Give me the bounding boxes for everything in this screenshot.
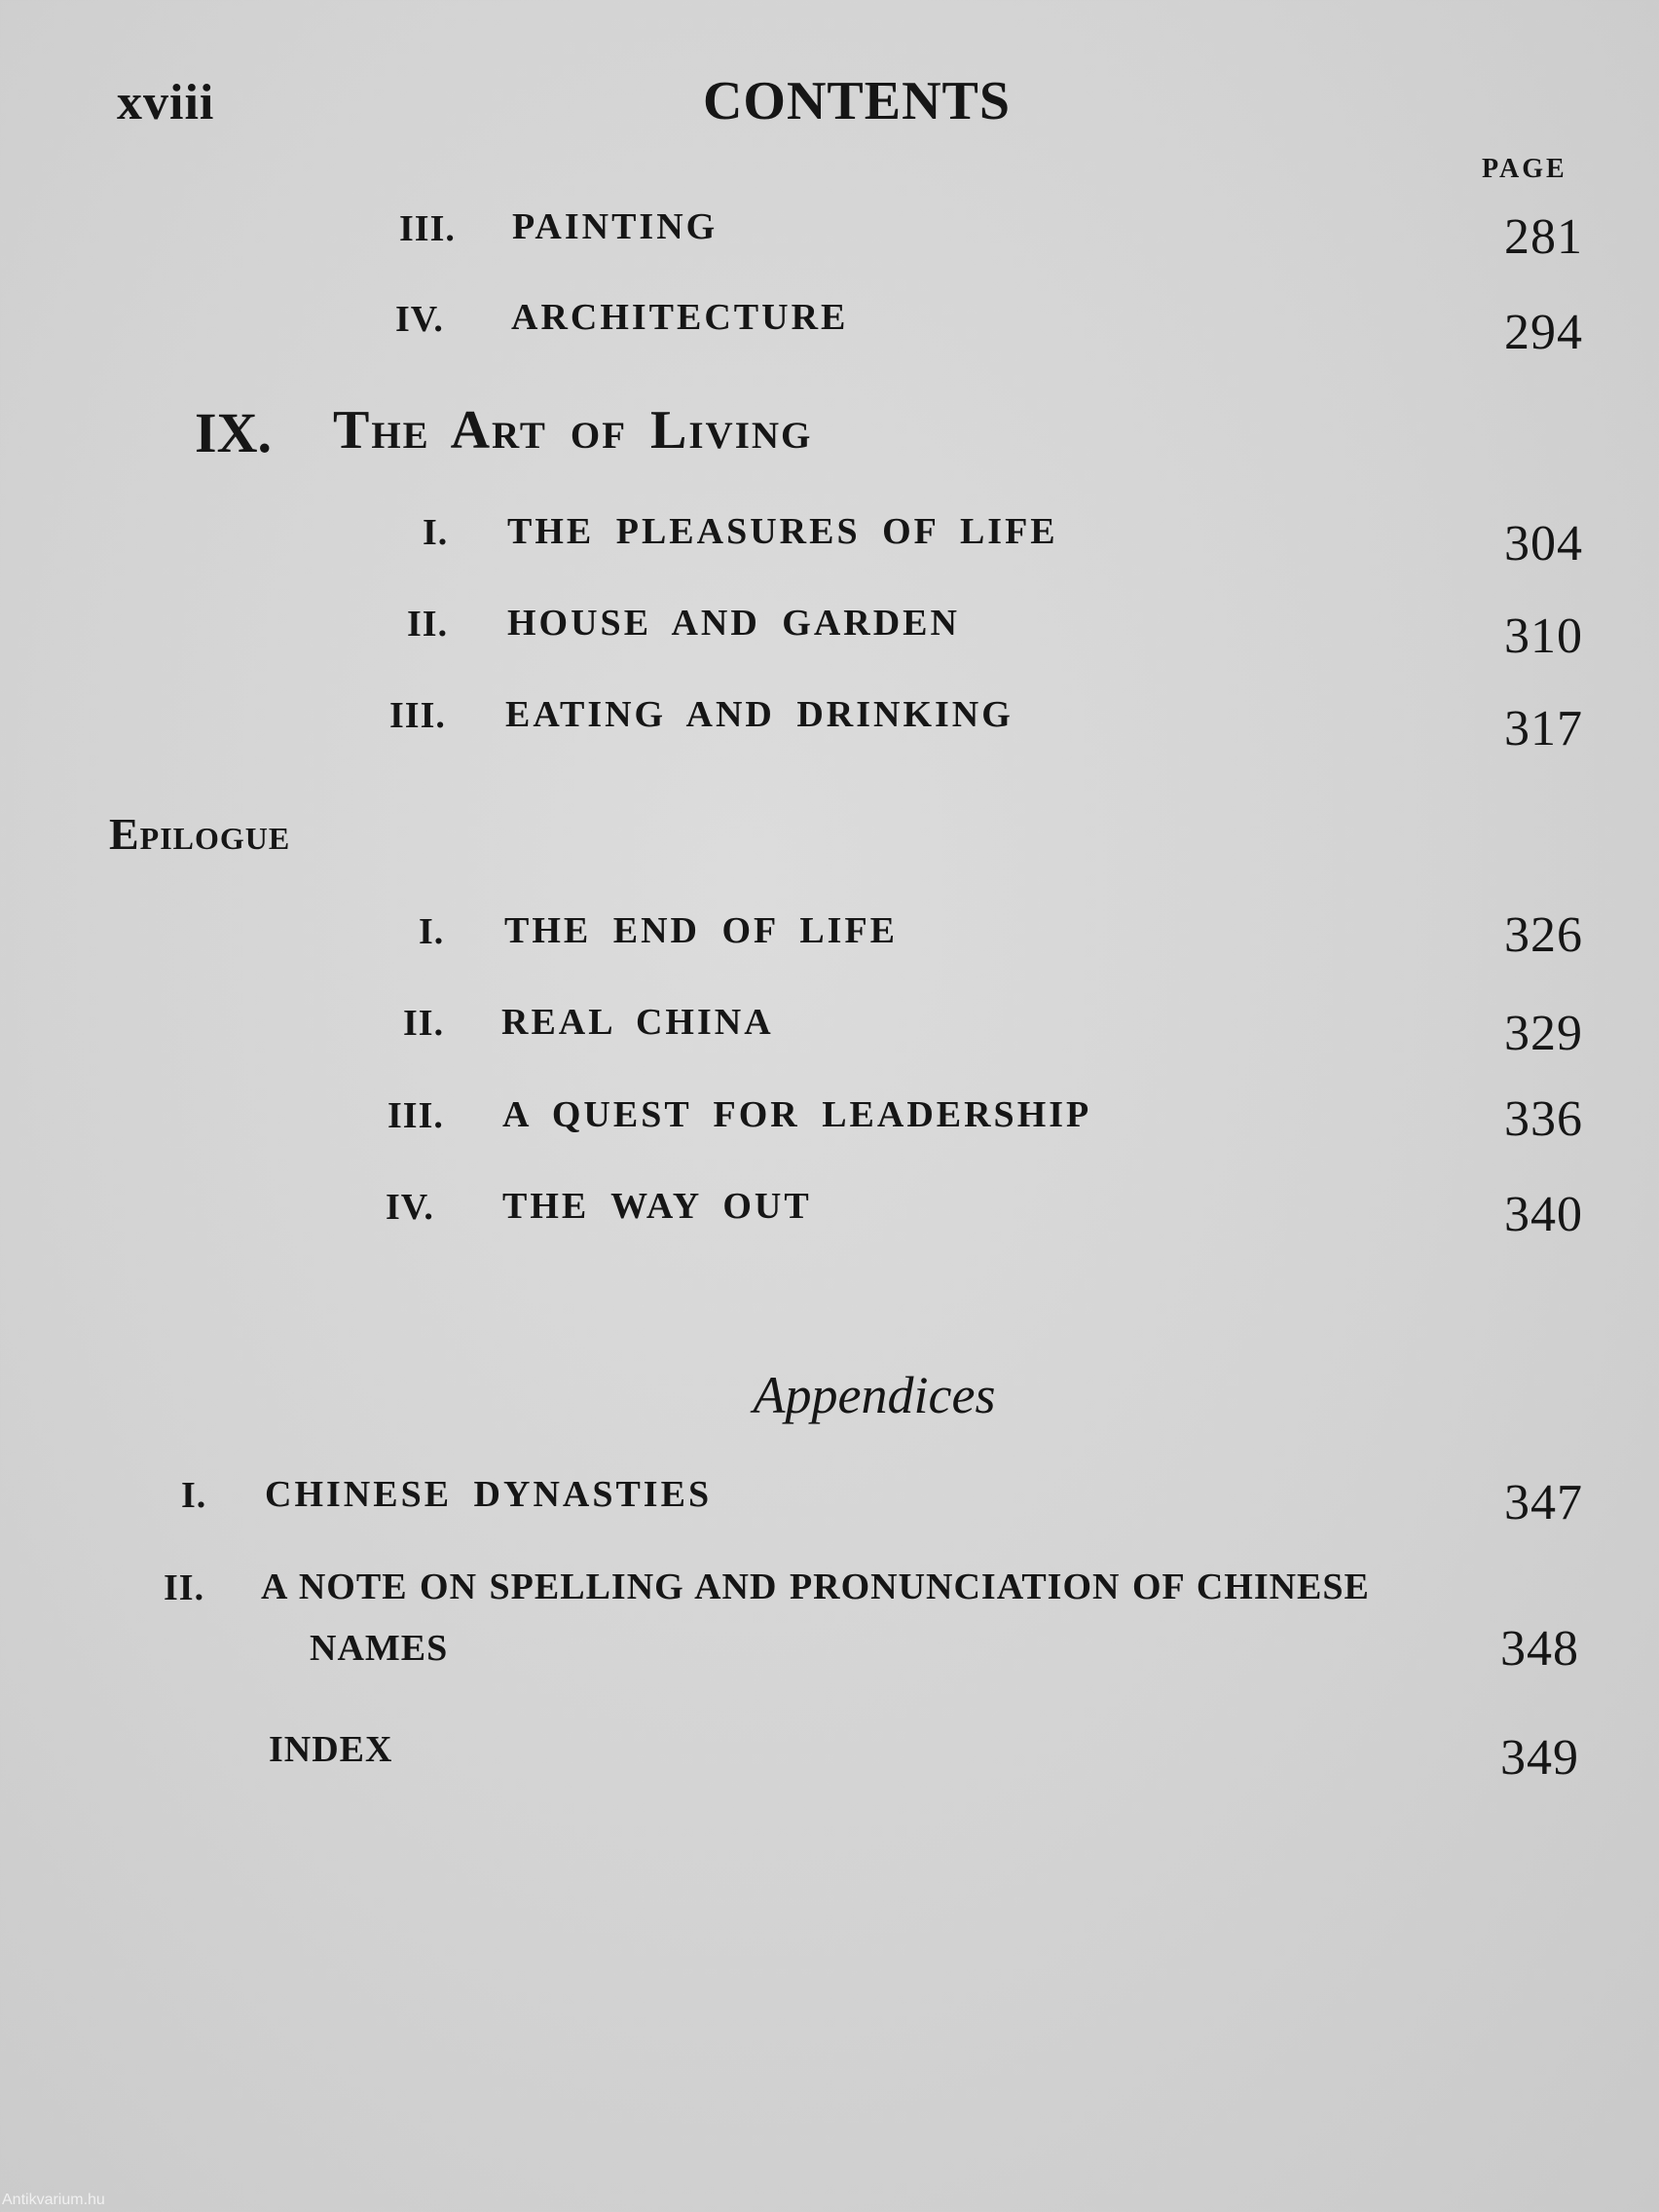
toc-entry-title: THE PLEASURES OF LIFE: [507, 511, 1058, 552]
toc-entry-numeral: III.: [387, 1095, 444, 1136]
toc-entry-title: PAINTING: [512, 206, 719, 247]
index-entry: INDEX: [269, 1729, 393, 1770]
toc-entry-page: 317: [1504, 701, 1583, 756]
toc-entry-page: 304: [1504, 516, 1583, 571]
page-column-label: PAGE: [1482, 154, 1567, 184]
toc-entry-title: A NOTE ON SPELLING AND PRONUNCIATION OF CHINESE: [261, 1567, 1370, 1607]
toc-entry-page: 348: [1500, 1621, 1579, 1677]
toc-entry-page: 281: [1504, 209, 1583, 265]
page-title: CONTENTS: [702, 71, 1012, 131]
toc-entry-title: HOUSE AND GARDEN: [507, 603, 960, 644]
chapter-numeral: IX.: [195, 401, 272, 464]
toc-entry-title: THE WAY OUT: [502, 1186, 812, 1227]
page-number: xviii: [117, 75, 215, 130]
toc-entry-page: 310: [1504, 608, 1583, 664]
toc-entry-numeral: I.: [423, 512, 449, 553]
toc-entry-title: ARCHITECTURE: [511, 297, 849, 338]
toc-entry-title: EATING AND DRINKING: [505, 694, 1014, 735]
toc-entry-page: 347: [1504, 1475, 1583, 1530]
toc-entry-numeral: II.: [164, 1567, 205, 1608]
toc-entry-title: REAL CHINA: [501, 1002, 774, 1043]
index-page: 349: [1500, 1730, 1579, 1786]
toc-entry-title: CHINESE DYNASTIES: [265, 1474, 713, 1515]
toc-entry-numeral: I.: [181, 1475, 207, 1516]
chapter-title: The Art of Living: [333, 400, 813, 461]
toc-entry-title: THE END OF LIFE: [504, 910, 899, 951]
toc-entry-page: 329: [1504, 1006, 1583, 1061]
watermark: Antikvarium.hu: [2, 2192, 105, 2208]
toc-entry-title-continued: NAMES: [310, 1628, 449, 1669]
toc-entry-numeral: II.: [407, 604, 449, 645]
appendices-heading: Appendices: [753, 1366, 996, 1424]
toc-entry-page: 336: [1504, 1091, 1583, 1147]
toc-entry-page: 294: [1504, 305, 1583, 360]
toc-entry-title: A QUEST FOR LEADERSHIP: [502, 1094, 1092, 1135]
toc-entry-numeral: II.: [403, 1003, 445, 1044]
toc-entry-page: 326: [1504, 907, 1583, 963]
toc-entry-numeral: IV.: [395, 299, 444, 340]
epilogue-heading: Epilogue: [109, 809, 291, 859]
toc-entry-page: 340: [1504, 1187, 1583, 1242]
toc-entry-numeral: III.: [399, 208, 456, 249]
toc-entry-numeral: III.: [389, 695, 446, 736]
toc-entry-numeral: I.: [419, 911, 445, 952]
toc-entry-numeral: IV.: [386, 1187, 434, 1228]
